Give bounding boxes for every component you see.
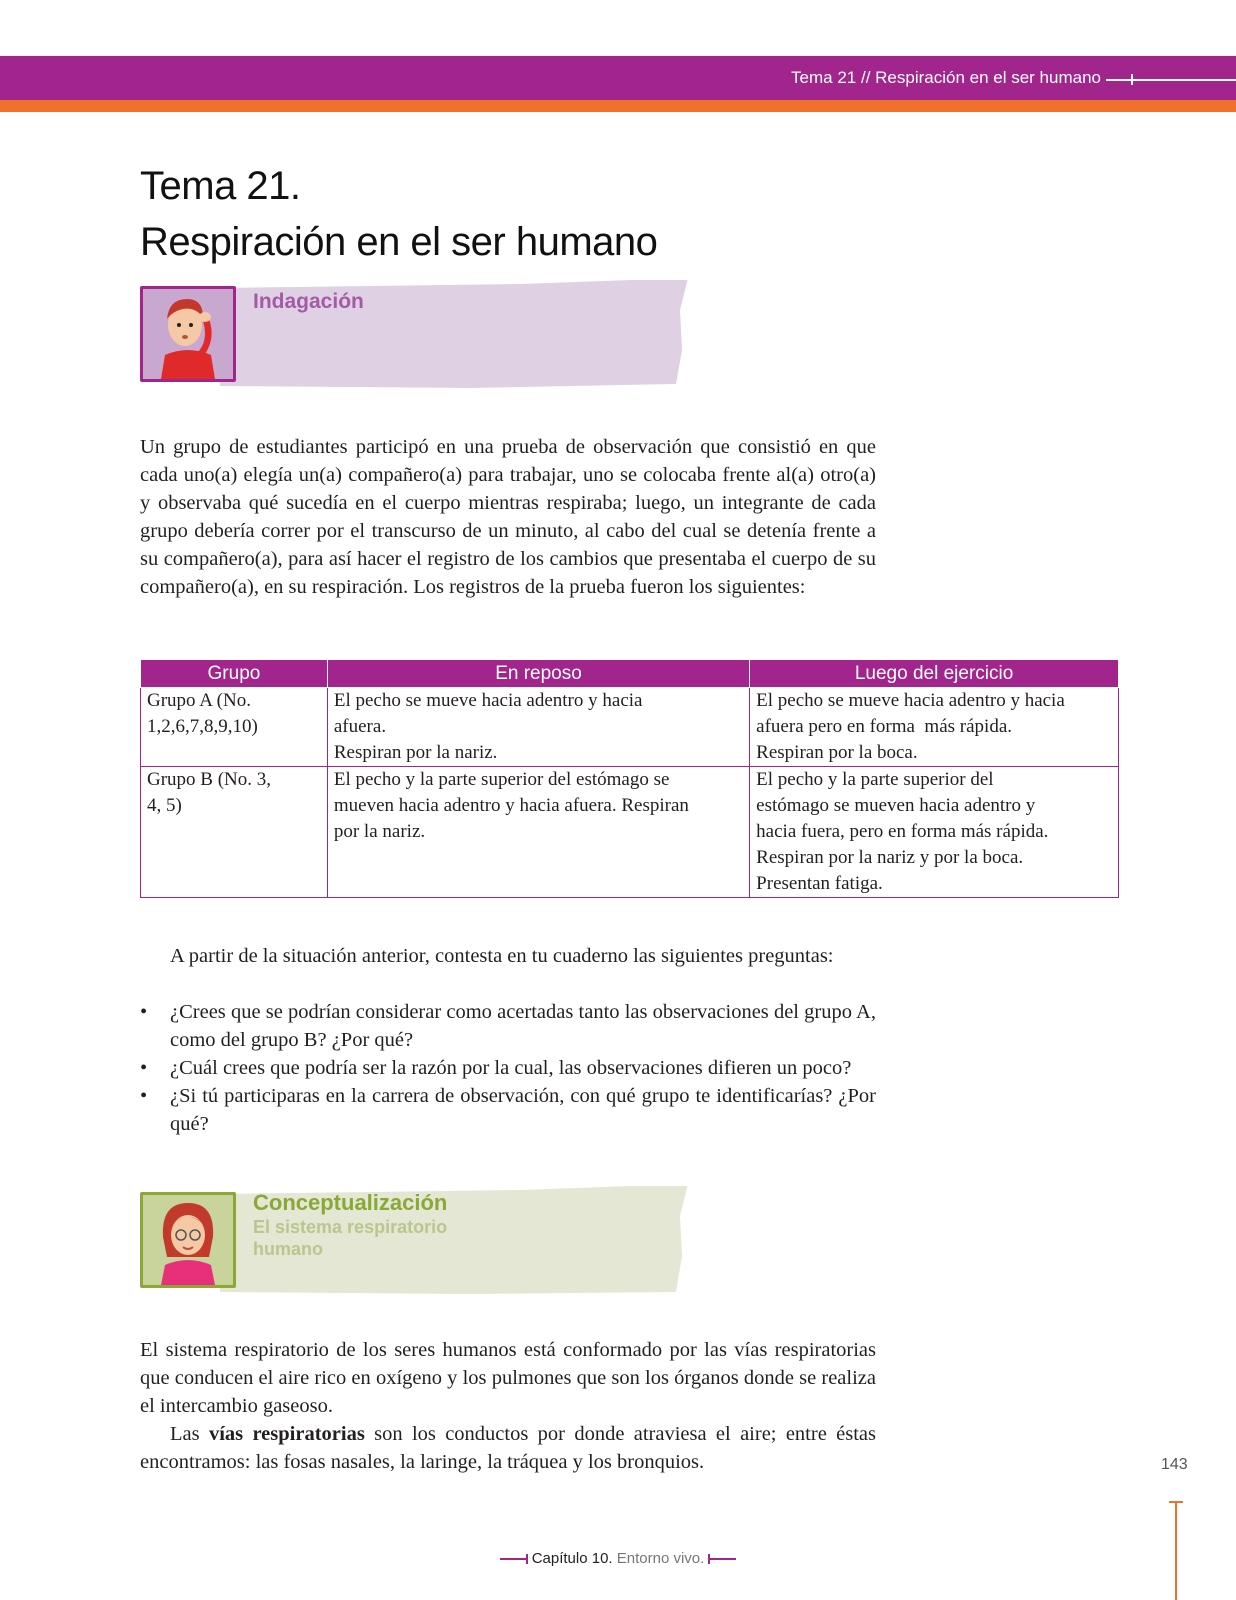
list-item: • ¿Crees que se podrían considerar como acertadas tanto las observaciones del grupo A, como del grupo B? ¿Por qué?	[140, 998, 876, 1054]
observations-table	[140, 659, 1119, 898]
footer-chapter: Capítulo 10.	[531, 1550, 613, 1567]
chapter-footer	[0, 1550, 1236, 1567]
cell-line: afuera pero en forma más rápida.	[756, 716, 1013, 737]
page-number: 143	[1161, 1456, 1188, 1473]
table-header-ejercicio: Luego del ejercicio	[750, 660, 1119, 688]
header-rule	[1106, 79, 1236, 81]
concept-paragraph-2	[140, 1420, 876, 1476]
running-title: Tema 21 // Respiración en el ser humano	[791, 68, 1101, 87]
cell-line: Respiran por la boca.	[756, 742, 918, 763]
cell-line: Grupo B (No. 3,	[147, 769, 272, 790]
intro-paragraph: Un grupo de estudiantes participó en una prueba de observación que consistió en que cada uno(a) elegía un(a) compañero(a) para trabajar, uno se colocaba frente al(a) otro(a) y observaba qué sucedía en el cuerpo mientras respiraba; luego, un integrante de cada grupo debería correr por el transcurso de un minuto, al cabo del cual se detenía frente a su compañero(a), para así hacer el registro de los cambios que presentaba el cuerpo de su compañero(a), en su respiración. Los registros de la prueba fueron los siguientes:	[140, 436, 876, 598]
cell-line: El pecho se mueve hacia adentro y hacia	[756, 690, 1065, 711]
table-cell-reposo	[327, 767, 749, 898]
cell-line: Respiran por la nariz y por la boca.	[756, 847, 1024, 868]
bold-term: vías respiratorias	[208, 1423, 365, 1445]
table-header-grupo: Grupo	[141, 660, 328, 688]
table-cell-reposo	[327, 688, 749, 767]
list-item: • ¿Cuál crees que podría ser la razón por la cual, las observaciones difieren un poco?	[140, 1054, 876, 1082]
boy-avatar	[140, 286, 236, 382]
cell-line: 1,2,6,7,8,9,10)	[147, 716, 258, 737]
table-row	[141, 688, 1119, 767]
cell-line: El pecho se mueve hacia adentro y hacia	[333, 690, 643, 711]
cell-line: Grupo A (No.	[147, 690, 251, 711]
subtitle-line-1: El sistema respiratorio	[253, 1217, 448, 1237]
table-cell-grupo	[141, 688, 328, 767]
cell-line: El pecho y la parte superior del	[756, 769, 994, 790]
cell-line: Respiran por la nariz.	[333, 742, 498, 763]
cell-line: El pecho y la parte superior del estómago se	[333, 769, 670, 790]
footer-chapter-name: Entorno vivo.	[612, 1550, 705, 1567]
table-cell-grupo	[141, 767, 328, 898]
concept-paragraph-1: El sistema respiratorio de los seres humanos está conformado por las vías respiratorias que conducen el aire rico en oxígeno y los pulmones que son los órganos donde se realiza el intercambio gaseoso.	[140, 1339, 876, 1417]
title-line-1: Tema 21.	[140, 164, 301, 208]
header-rule-tick	[1131, 74, 1133, 85]
conceptualizacion-banner	[140, 1186, 620, 1286]
subtitle-line-2: humano	[253, 1239, 323, 1259]
conceptualizacion-label: Conceptualización	[253, 1190, 448, 1215]
title-line-2: Respiración en el ser humano	[140, 220, 658, 264]
footer-rule-left	[500, 1558, 528, 1560]
indagacion-label: Indagación	[253, 290, 364, 313]
indagacion-banner	[140, 280, 620, 380]
cell-line: 4, 5)	[147, 795, 182, 816]
cell-line: Presentan fatiga.	[756, 873, 883, 894]
conceptualizacion-subtitle	[253, 1216, 447, 1260]
cell-line: por la nariz.	[333, 821, 426, 842]
page-title	[140, 158, 657, 270]
table-row	[141, 767, 1119, 898]
paragraph-lead: Las	[170, 1423, 209, 1445]
cell-line: mueven hacia adentro y hacia afuera. Respiran	[333, 795, 689, 816]
cell-line: afuera.	[333, 716, 387, 737]
table-cell-ejercicio	[750, 767, 1119, 898]
header-accent-stripe	[0, 100, 1236, 112]
table-header-row	[141, 660, 1119, 688]
footer-rule-right	[708, 1558, 736, 1560]
table-header-reposo: En reposo	[327, 660, 749, 688]
paragraph-rest: son los conductos por donde atraviesa el aire; entre éstas encontramos: las fosas nasales, la laringe, la tráquea y los bronquios.	[140, 1423, 876, 1473]
list-item: • ¿Si tú participaras en la carrera de observación, con qué grupo te identificarías? ¿Por qué?	[140, 1082, 876, 1138]
cell-line: hacia fuera, pero en forma más rápida.	[756, 821, 1049, 842]
cell-line: estómago se mueven hacia adentro y	[756, 795, 1036, 816]
questions-list	[140, 998, 876, 1138]
table-cell-ejercicio	[750, 688, 1119, 767]
questions-prompt: A partir de la situación anterior, contesta en tu cuaderno las siguientes preguntas:	[170, 945, 834, 967]
girl-avatar	[140, 1192, 236, 1288]
